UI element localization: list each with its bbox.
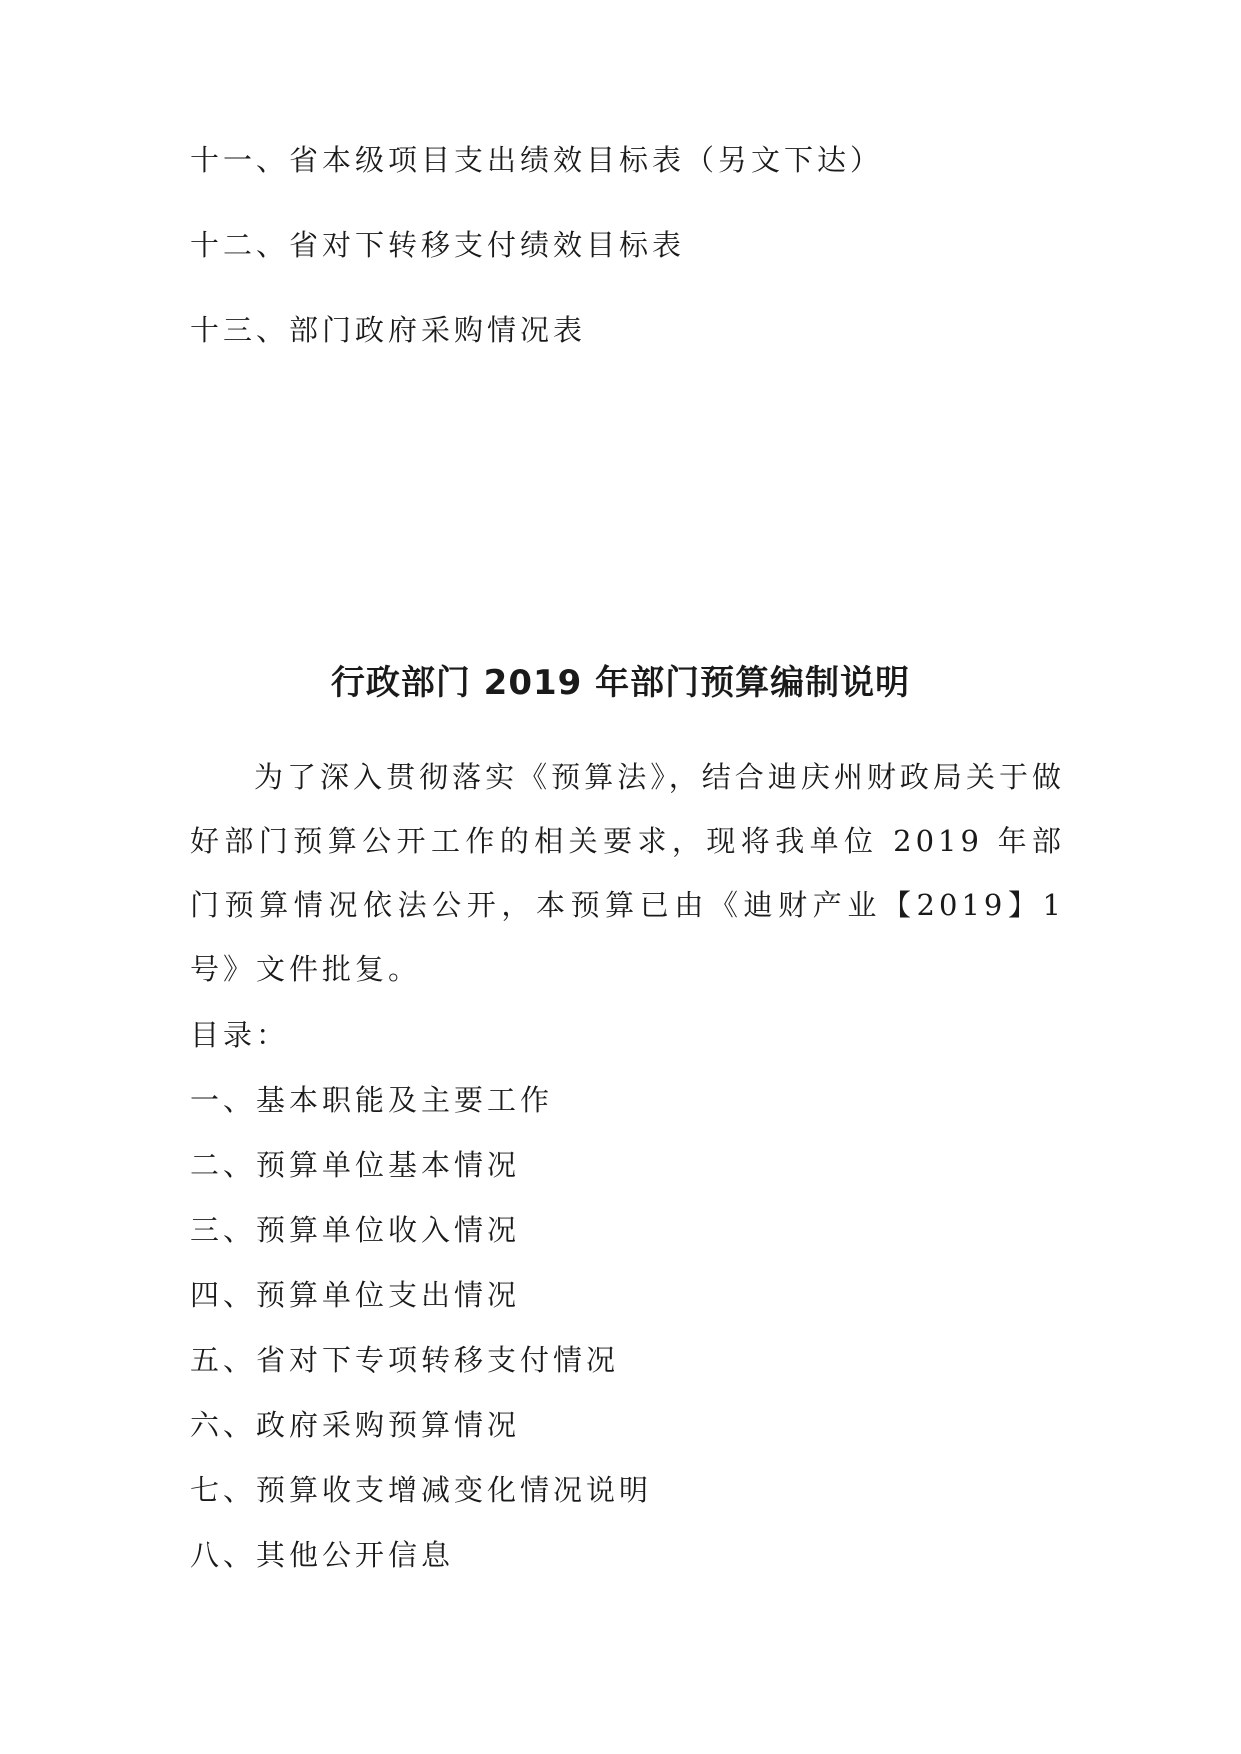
attachment-item-13: 十三、部门政府采购情况表 [190, 313, 587, 347]
toc-item-7: 七、预算收支增减变化情况说明 [190, 1473, 653, 1507]
toc-item-3: 三、预算单位收入情况 [190, 1213, 521, 1247]
toc-list [190, 1068, 1090, 1588]
toc-item-5: 五、省对下专项转移支付情况 [190, 1343, 620, 1377]
toc-item-2: 二、预算单位基本情况 [190, 1148, 521, 1182]
toc-item-8: 八、其他公开信息 [190, 1538, 455, 1572]
toc-item-6: 六、政府采购预算情况 [190, 1408, 521, 1442]
intro-paragraph: 为了深入贯彻落实《预算法》，结合迪庆州财政局关于做好部门预算公开工作的相关要求，现将我单位 2019 年部门预算情况依法公开，本预算已由《迪财产业【2019】1 号》文件批复。 [190, 760, 1065, 986]
toc-item-1: 一、基本职能及主要工作 [190, 1083, 554, 1117]
attachment-item-11: 十一、省本级项目支出绩效目标表（另文下达） [190, 143, 884, 177]
attachment-item-12: 十二、省对下转移支付绩效目标表 [190, 228, 686, 262]
toc-heading: 目录： [190, 1018, 290, 1052]
toc-item-4: 四、预算单位支出情况 [190, 1278, 521, 1312]
attachment-list [190, 140, 1090, 395]
document-title: 行政部门 2019 年部门预算编制说明 [330, 663, 911, 703]
